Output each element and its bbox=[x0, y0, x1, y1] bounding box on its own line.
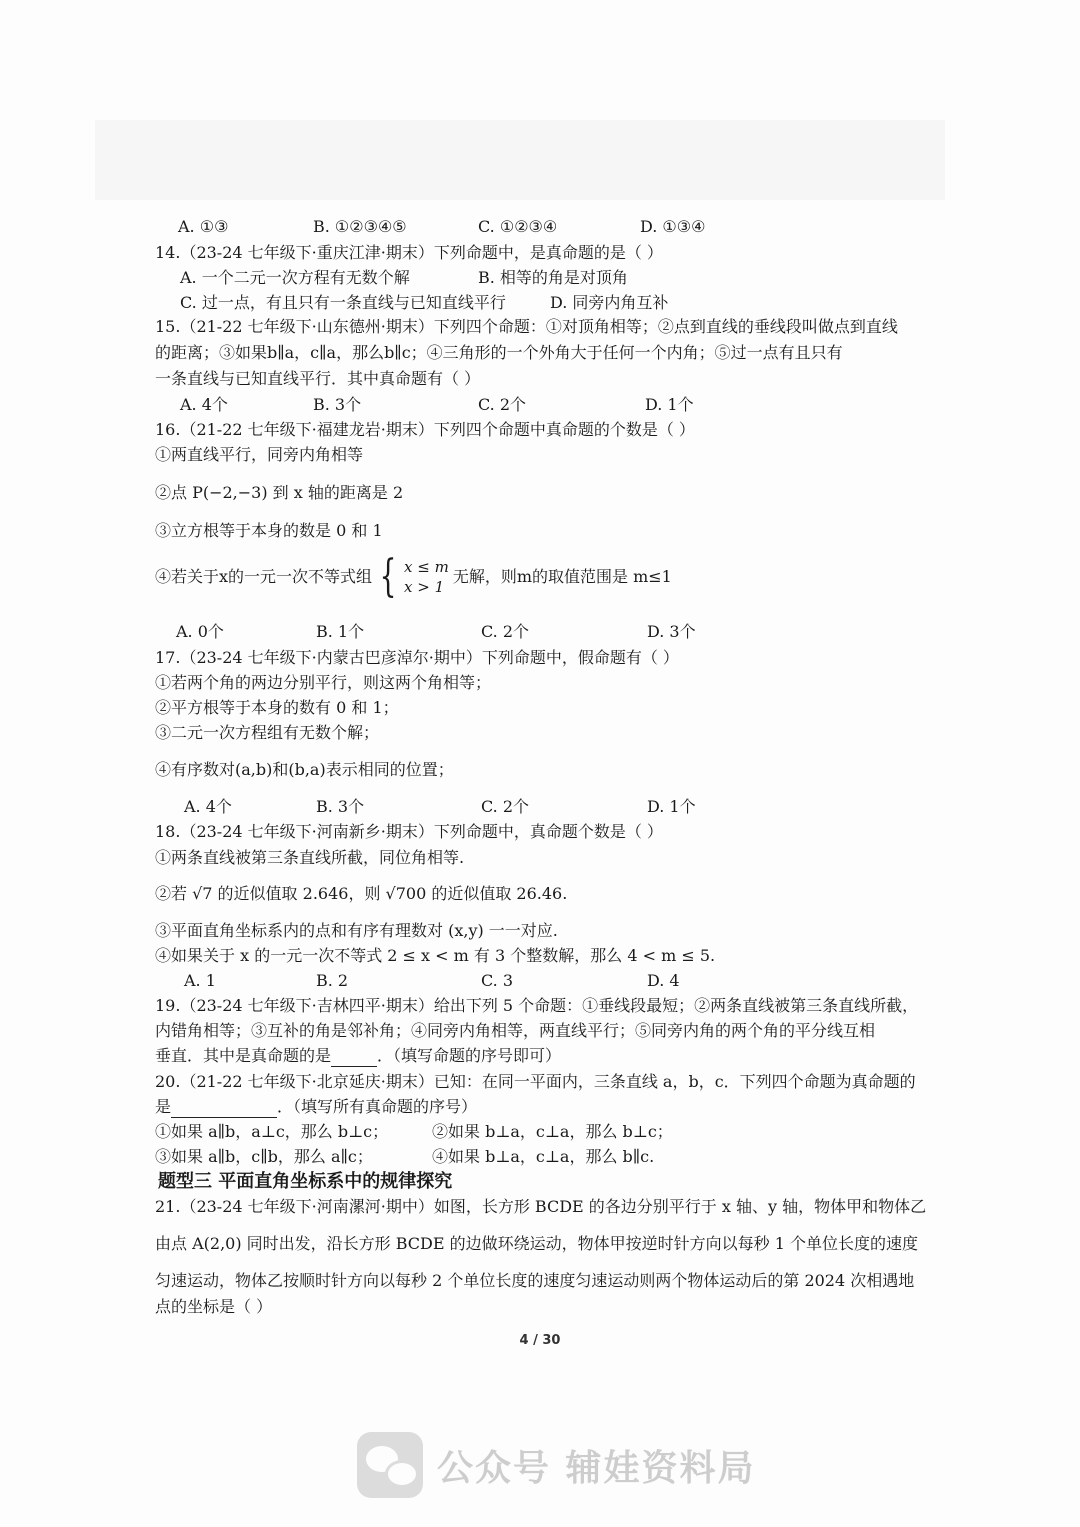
q17-statement-1: ①若两个角的两边分别平行，则这两个角相等； bbox=[155, 673, 492, 692]
q20-statement-4: ④如果 b⊥a，c⊥a，那么 b∥c. bbox=[432, 1147, 655, 1166]
q18-option-a: A. 1 bbox=[184, 971, 216, 990]
q15-option-b: B. 3个 bbox=[313, 395, 362, 414]
q16-statement-4-suffix: 无解，则m的取值范围是 m≤1 bbox=[452, 567, 672, 586]
q14-option-a: A. 一个二元一次方程有无数个解 bbox=[180, 268, 410, 287]
q18-option-c: C. 3 bbox=[481, 971, 514, 990]
q17-option-d: D. 1个 bbox=[647, 797, 696, 816]
q17-option-c: C. 2个 bbox=[481, 797, 530, 816]
q19-line-1: 19.（23-24 七年级下·吉林四平·期末）给出下列 5 个命题：①垂线段最短；②两条直线被第三条直线所截， bbox=[155, 996, 919, 1015]
q14-option-d: D. 同旁内角互补 bbox=[550, 293, 669, 312]
inequality-brace-icon: { bbox=[379, 551, 397, 602]
q15-line-1: 15.（21-22 七年级下·山东德州·期末）下列四个命题：①对顶角相等；②点到直线的垂线段叫做点到直线 bbox=[155, 317, 898, 336]
q14-option-b: B. 相等的角是对顶角 bbox=[478, 268, 628, 287]
q14-stem: 14.（23-24 七年级下·重庆江津·期末）下列命题中，是真命题的是（ ） bbox=[155, 243, 663, 262]
q18-statement-1: ①两条直线被第三条直线所截，同位角相等. bbox=[155, 848, 465, 867]
q16-statement-2: ②点 P(−2,−3) 到 x 轴的距离是 2 bbox=[155, 483, 404, 502]
q16-statement-1: ①两直线平行，同旁内角相等 bbox=[155, 445, 364, 464]
q17-stem: 17.（23-24 七年级下·内蒙古巴彦淖尔·期中）下列命题中，假命题有（ ） bbox=[155, 648, 679, 667]
q16-stem: 16.（21-22 七年级下·福建龙岩·期末）下列四个命题中真命题的个数是（ ） bbox=[155, 420, 695, 439]
q20-answer-blank[interactable] bbox=[171, 1097, 277, 1118]
q15-line-3: 一条直线与已知直线平行．其中真命题有（ ） bbox=[155, 369, 481, 388]
q19-line-3-prefix: 垂直．其中是真命题的是 bbox=[155, 1046, 332, 1065]
q20-line-2 bbox=[155, 1097, 477, 1118]
wechat-icon bbox=[357, 1432, 423, 1498]
q19-answer-blank[interactable] bbox=[331, 1046, 377, 1067]
q16-option-c: C. 2个 bbox=[481, 622, 530, 641]
q19-line-3-suffix: ．（填写命题的序号即可） bbox=[377, 1046, 562, 1065]
q13-option-d: D. ①③④ bbox=[640, 217, 706, 236]
q20-statement-3: ③如果 a∥b，c∥b，那么 a∥c； bbox=[155, 1147, 373, 1166]
q21-line-2: 由点 A(2,0) 同时出发，沿长方形 BCDE 的边做环绕运动，物体甲按逆时针方向以每秒 1 个单位长度的速度 bbox=[155, 1234, 918, 1253]
q16-statement-3: ③立方根等于本身的数是 0 和 1 bbox=[155, 521, 383, 540]
q17-option-a: A. 4个 bbox=[184, 797, 232, 816]
q15-option-a: A. 4个 bbox=[180, 395, 228, 414]
inequality-system bbox=[404, 557, 449, 597]
q17-statement-4: ④有序数对(a,b)和(b,a)表示相同的位置； bbox=[155, 760, 454, 779]
q16-option-d: D. 3个 bbox=[647, 622, 696, 641]
q18-statement-2: ②若 √7 的近似值取 2.646，则 √700 的近似值取 26.46. bbox=[155, 884, 568, 903]
q17-statement-2: ②平方根等于本身的数有 0 和 1； bbox=[155, 698, 399, 717]
q15-option-d: D. 1个 bbox=[645, 395, 694, 414]
section-heading: 题型三 平面直角坐标系中的规律探究 bbox=[158, 1171, 453, 1192]
q19-line-3 bbox=[155, 1046, 561, 1067]
q13-option-b: B. ①②③④⑤ bbox=[313, 217, 407, 236]
watermark-text: 公众号 辅娃资料局 bbox=[437, 1447, 756, 1489]
q21-line-1: 21.（23-24 七年级下·河南漯河·期中）如图，长方形 BCDE 的各边分别平行于 x 轴、y 轴，物体甲和物体乙 bbox=[155, 1197, 927, 1216]
q20-line-1: 20.（21-22 七年级下·北京延庆·期末）已知：在同一平面内，三条直线 a，b，c．下列四个命题为真命题的 bbox=[155, 1072, 916, 1091]
q19-line-2: 内错角相等；③互补的角是邻补角；④同旁内角相等，两直线平行；⑤同旁内角的两个角的平分线互相 bbox=[155, 1021, 876, 1040]
q18-option-b: B. 2 bbox=[316, 971, 349, 990]
inequality-row-1: x ≤ m bbox=[404, 558, 449, 576]
q20-line-2-suffix: ．（填写所有真命题的序号） bbox=[277, 1097, 478, 1116]
q16-statement-4-prefix: ④若关于x的一元一次不等式组 bbox=[155, 567, 373, 586]
q14-option-c: C. 过一点，有且只有一条直线与已知直线平行 bbox=[180, 293, 506, 312]
q18-option-d: D. 4 bbox=[647, 971, 680, 990]
q21-line-3: 匀速运动，物体乙按顺时针方向以每秒 2 个单位长度的速度匀速运动则两个物体运动后的第 2024 次相遇地 bbox=[155, 1271, 915, 1290]
q20-statement-2: ②如果 b⊥a，c⊥a，那么 b⊥c； bbox=[432, 1122, 673, 1141]
q16-option-a: A. 0个 bbox=[176, 622, 224, 641]
q17-option-b: B. 3个 bbox=[316, 797, 365, 816]
q18-stem: 18.（23-24 七年级下·河南新乡·期末）下列命题中，真命题个数是（ ） bbox=[155, 822, 663, 841]
page-number: 4 / 30 bbox=[519, 1333, 561, 1348]
q15-line-2: 的距离；③如果b∥a，c∥a，那么b∥c；④三角形的一个外角大于任何一个内角；⑤过一点有且只有 bbox=[155, 343, 843, 362]
q13-option-c: C. ①②③④ bbox=[478, 217, 558, 236]
q18-statement-3: ③平面直角坐标系内的点和有序有理数对 (x,y) 一一对应. bbox=[155, 921, 558, 940]
q20-line-2-prefix: 是 bbox=[155, 1097, 172, 1116]
inequality-row-2: x > 1 bbox=[404, 578, 445, 596]
q15-option-c: C. 2个 bbox=[478, 395, 527, 414]
q21-line-4: 点的坐标是（ ） bbox=[155, 1297, 273, 1316]
watermark bbox=[357, 1430, 756, 1500]
scan-shadow bbox=[95, 120, 945, 200]
q13-option-a: A. ①③ bbox=[178, 217, 229, 236]
q18-statement-4: ④如果关于 x 的一元一次不等式 2 ≤ x < m 有 3 个整数解，那么 4 < m ≤ 5. bbox=[155, 946, 716, 965]
q20-statement-1: ①如果 a∥b，a⊥c，那么 b⊥c； bbox=[155, 1122, 389, 1141]
q16-statement-4 bbox=[155, 551, 672, 602]
q16-option-b: B. 1个 bbox=[316, 622, 365, 641]
q17-statement-3: ③二元一次方程组有无数个解； bbox=[155, 723, 380, 742]
